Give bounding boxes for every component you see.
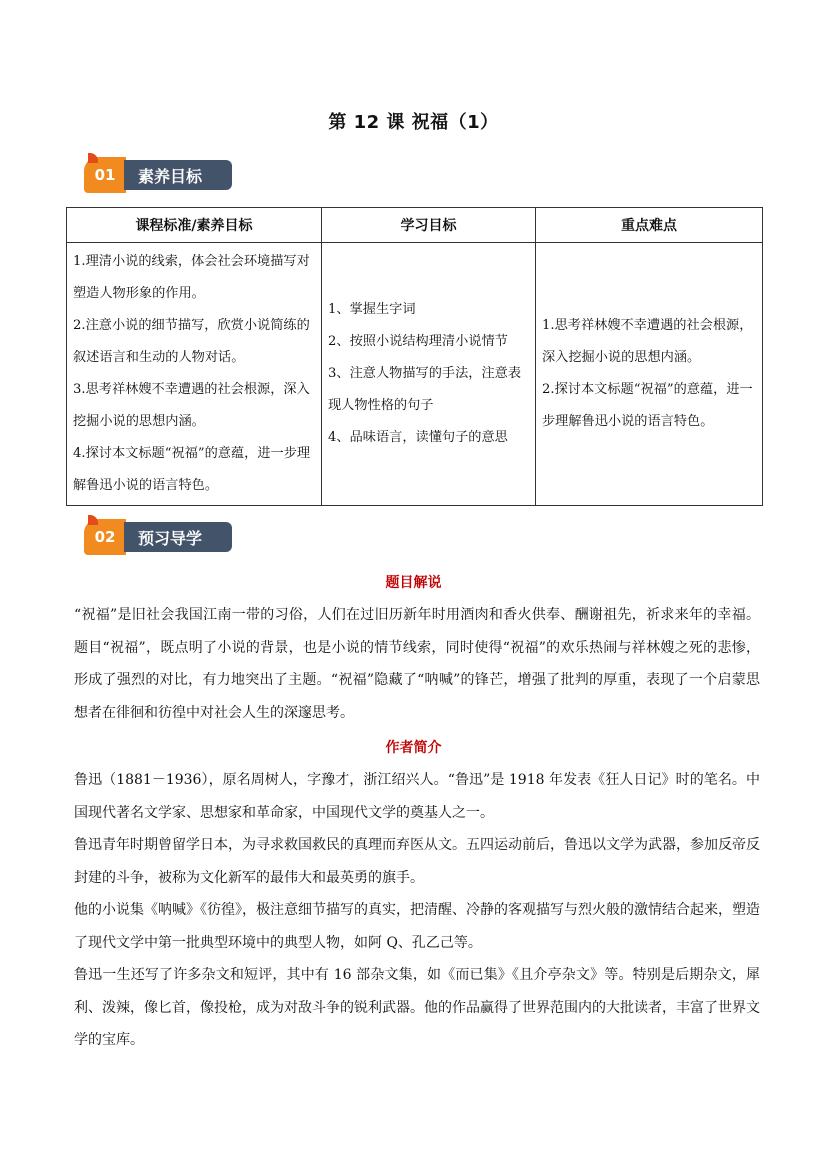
table-header-row (67, 208, 763, 243)
title-explain-heading: 题目解说 (385, 575, 442, 591)
section-number: 01 (84, 157, 126, 193)
key-points-cell (536, 243, 763, 506)
author-paragraph-4: 鲁迅一生还写了许多杂文和短评，其中有 16 部杂文集，如《而已集》《且介亭杂文》等。特别是后期杂文，犀利、泼辣，像匕首，像投枪，成为对敌斗争的锐利武器。他的作品赢得了世界范围内的大批读者，丰富了世界文学的宝库。 (74, 967, 760, 1048)
section-number: 02 (84, 519, 126, 555)
table-row (67, 243, 763, 506)
title-explain-paragraph: “祝福”是旧社会我国江南一带的习俗，人们在过旧历新年时用酒肉和香火供奉、酬谢祖先，祈求来年的幸福。题目“祝福”，既点明了小说的背景，也是小说的情节线索，同时使得“祝福”的欢乐热闹与祥林嫂之死的悲惨，形成了强烈的对比，有力地突出了主题。“祝福”隐藏了“呐喊”的锋芒，增强了批判的厚重，表现了一个启蒙思想者在徘徊和彷徨中对社会人生的深邃思考。 (74, 607, 760, 721)
section-label: 预习导学 (124, 522, 232, 552)
list-item: 2、按照小说结构理清小说情节 (328, 334, 508, 349)
learning-goals-cell (322, 243, 536, 506)
standards-cell (67, 243, 322, 506)
list-item: 2.探讨本文标题“祝福”的意蕴，进一步理解鲁迅小说的语言特色。 (542, 382, 753, 429)
author-heading: 作者简介 (385, 740, 442, 756)
section-label: 素养目标 (124, 160, 232, 190)
list-item: 4.探讨本文标题“祝福”的意蕴，进一步理解鲁迅小说的语言特色。 (73, 446, 311, 493)
goals-table (66, 207, 763, 506)
table-header-learning-goals: 学习目标 (322, 208, 536, 243)
list-item: 4、品味语言，读懂句子的意思 (328, 430, 508, 445)
author-paragraph-2: 鲁迅青年时期曾留学日本，为寻求救国救民的真理而弃医从文。五四运动前后，鲁迅以文学为武器，参加反帝反封建的斗争，被称为文化新军的最伟大和最英勇的旗手。 (74, 837, 760, 886)
list-item: 1.理清小说的线索，体会社会环境描写对塑造人物形象的作用。 (73, 254, 310, 301)
list-item: 3.思考祥林嫂不幸遭遇的社会根源，深入挖掘小说的思想内涵。 (73, 382, 310, 429)
list-item: 1.思考祥林嫂不幸遭遇的社会根源，深入挖掘小说的思想内涵。 (542, 318, 753, 365)
list-item: 1、掌握生字词 (328, 302, 416, 317)
list-item: 3、注意人物描写的手法，注意表现人物性格的句子 (328, 366, 522, 413)
table-header-key-points: 重点难点 (536, 208, 763, 243)
author-paragraph-1: 鲁迅（1881－1936），原名周树人，字豫才，浙江绍兴人。“鲁迅”是 1918 年发表《狂人日记》时的笔名。中国现代著名文学家、思想家和革命家，中国现代文学的奠基人之一。 (74, 772, 760, 821)
section-badge-preview (84, 519, 234, 555)
table-header-standards: 课程标准/素养目标 (67, 208, 322, 243)
page-title: 第 12 课 祝福（1） (328, 112, 499, 133)
list-item: 2.注意小说的细节描写，欣赏小说简练的叙述语言和生动的人物对话。 (73, 318, 310, 365)
section-badge-goals (84, 157, 234, 193)
author-paragraph-3: 他的小说集《呐喊》《彷徨》，极注意细节描写的真实，把清醒、冷静的客观描写与烈火般的激情结合起来，塑造了现代文学中第一批典型环境中的典型人物，如阿 Q、孔乙己等。 (74, 902, 760, 951)
